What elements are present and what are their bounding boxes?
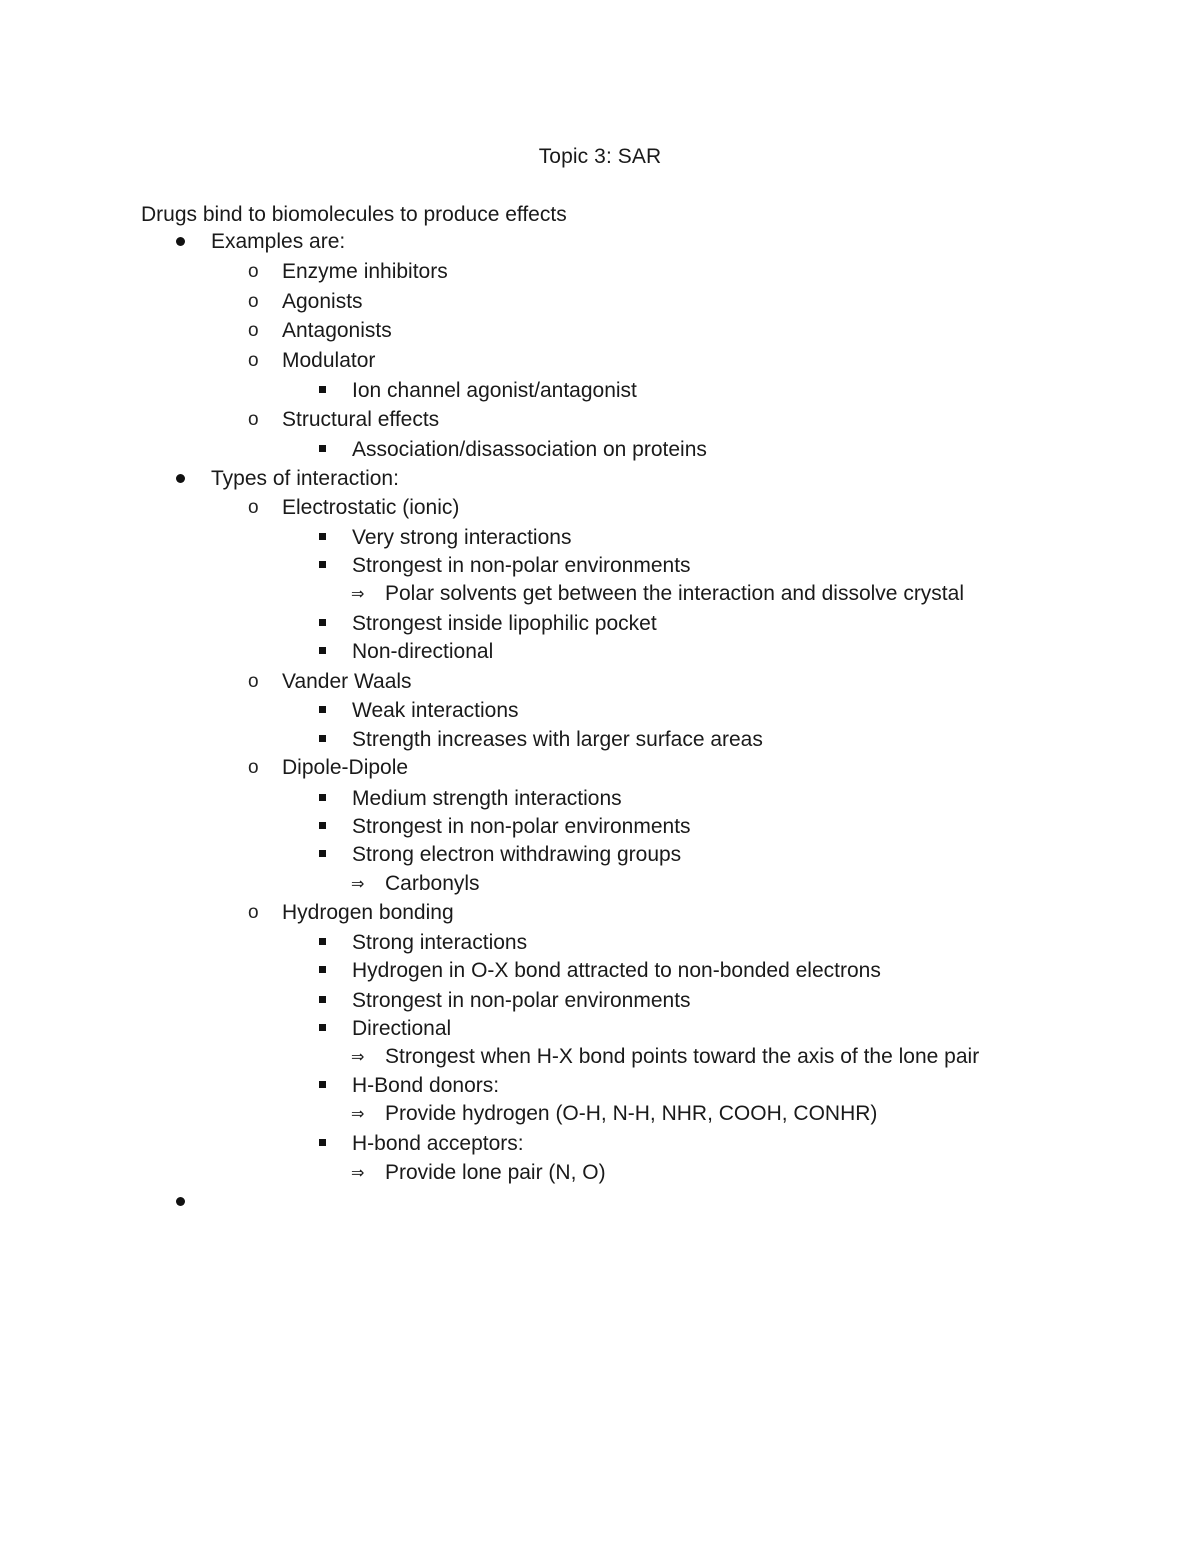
arrow-icon: ⇒ (351, 1049, 365, 1066)
bullet-dot-icon (176, 474, 185, 483)
list-item: Agonists (282, 290, 363, 313)
bullet-dot-icon (176, 1197, 185, 1206)
arrow-icon: ⇒ (351, 1106, 365, 1123)
bullet-square-icon (319, 647, 326, 654)
bullet-circle-icon: o (248, 757, 259, 778)
list-item: Structural effects (282, 408, 440, 431)
arrow-icon: ⇒ (351, 586, 365, 603)
page-title: Topic 3: SAR (538, 145, 662, 168)
lead-paragraph: Drugs bind to biomolecules to produce effects (141, 203, 567, 226)
list-item: Dipole-Dipole (282, 756, 409, 779)
list-item: Medium strength interactions (352, 787, 622, 810)
bullet-square-icon (319, 706, 326, 713)
list-item: Hydrogen in O-X bond attracted to non-bonded electrons (352, 959, 881, 982)
bullet-square-icon (319, 1024, 326, 1031)
list-item: H-bond acceptors: (352, 1132, 524, 1155)
bullet-square-icon (319, 938, 326, 945)
list-item-interactions: Types of interaction: (211, 467, 399, 490)
bullet-circle-icon: o (248, 291, 259, 312)
list-item: Very strong interactions (352, 526, 572, 549)
list-item: Association/disassociation on proteins (352, 438, 707, 461)
bullet-square-icon (319, 822, 326, 829)
bullet-circle-icon: o (248, 350, 259, 371)
list-item: Provide hydrogen (O-H, N-H, NHR, COOH, CONHR) (385, 1102, 878, 1125)
bullet-circle-icon: o (248, 497, 259, 518)
list-item: Polar solvents get between the interaction and dissolve crystal (385, 582, 964, 605)
bullet-square-icon (319, 386, 326, 393)
list-item: Hydrogen bonding (282, 901, 454, 924)
list-item: H-Bond donors: (352, 1074, 500, 1097)
list-item: Antagonists (282, 319, 392, 342)
bullet-square-icon (319, 561, 326, 568)
arrow-icon: ⇒ (351, 1165, 365, 1182)
list-item: Provide lone pair (N, O) (385, 1161, 606, 1184)
list-item: Carbonyls (385, 872, 480, 895)
list-item: Vander Waals (282, 670, 412, 693)
list-item: Enzyme inhibitors (282, 260, 448, 283)
list-item: Strongest when H-X bond points toward the axis of the lone pair (385, 1045, 980, 1068)
bullet-circle-icon: o (248, 671, 259, 692)
bullet-dot-icon (176, 237, 185, 246)
bullet-square-icon (319, 850, 326, 857)
list-item: Strong interactions (352, 931, 528, 954)
bullet-square-icon (319, 996, 326, 1003)
list-item: Directional (352, 1017, 452, 1040)
bullet-square-icon (319, 619, 326, 626)
list-item: Strongest in non-polar environments (352, 815, 691, 838)
list-item: Electrostatic (ionic) (282, 496, 460, 519)
bullet-circle-icon: o (248, 902, 259, 923)
list-item: Strong electron withdrawing groups (352, 843, 682, 866)
list-item-examples: Examples are: (211, 230, 346, 253)
bullet-square-icon (319, 533, 326, 540)
bullet-circle-icon: o (248, 409, 259, 430)
list-item: Modulator (282, 349, 376, 372)
list-item: Strongest in non-polar environments (352, 989, 691, 1012)
bullet-circle-icon: o (248, 261, 259, 282)
bullet-square-icon (319, 794, 326, 801)
bullet-square-icon (319, 735, 326, 742)
list-item: Non-directional (352, 640, 494, 663)
list-item: Ion channel agonist/antagonist (352, 379, 637, 402)
list-item: Weak interactions (352, 699, 519, 722)
list-item: Strongest inside lipophilic pocket (352, 612, 657, 635)
bullet-square-icon (319, 1139, 326, 1146)
list-item: Strongest in non-polar environments (352, 554, 691, 577)
bullet-circle-icon: o (248, 320, 259, 341)
bullet-square-icon (319, 966, 326, 973)
list-item: Strength increases with larger surface areas (352, 728, 763, 751)
arrow-icon: ⇒ (351, 876, 365, 893)
bullet-square-icon (319, 445, 326, 452)
bullet-square-icon (319, 1081, 326, 1088)
